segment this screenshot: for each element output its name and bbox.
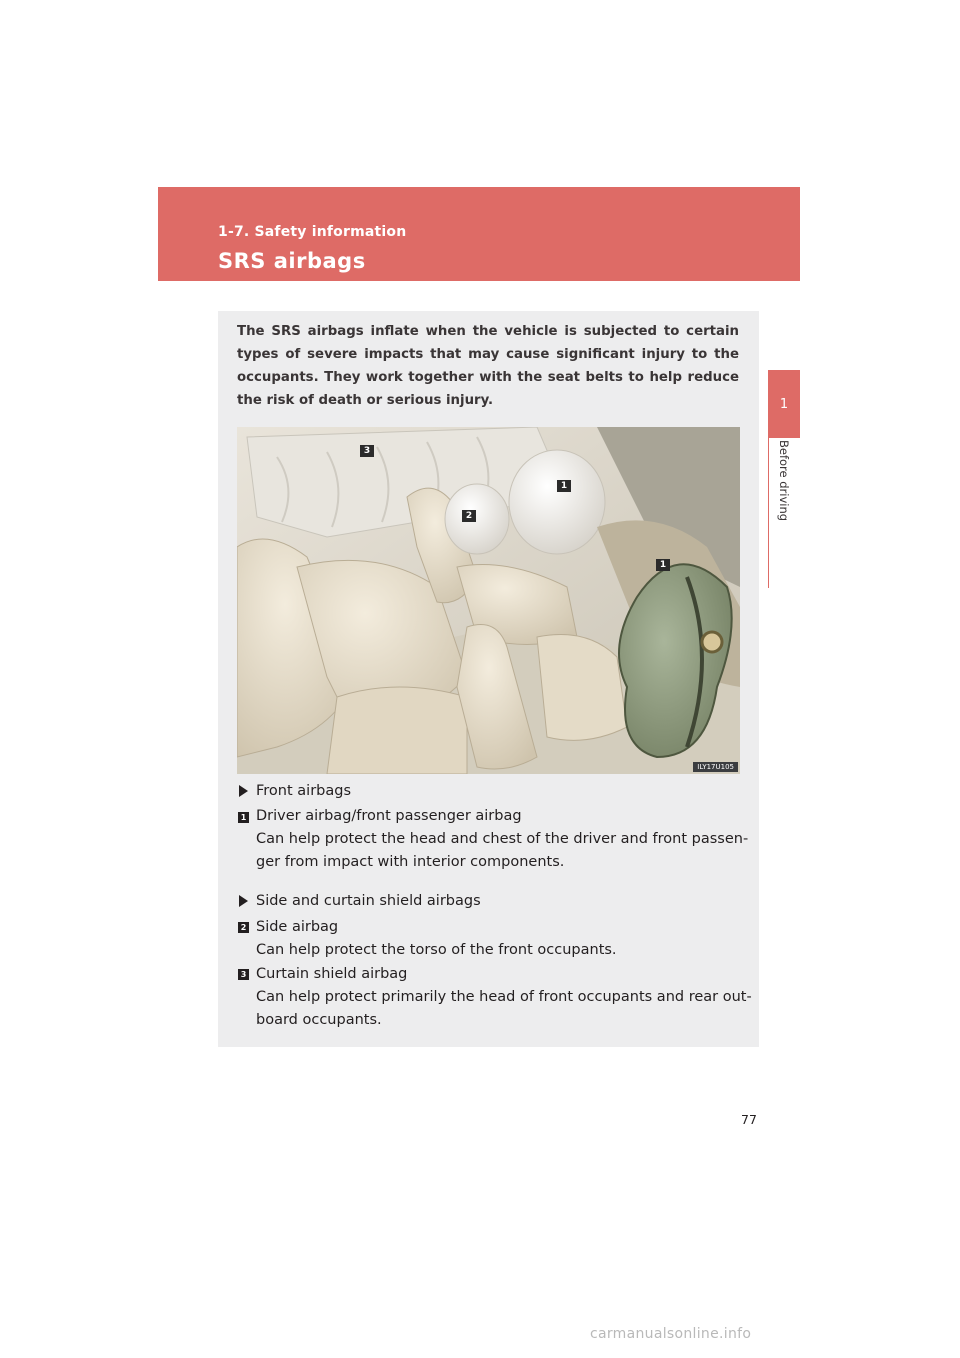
- item-number: 2: [240, 923, 247, 932]
- item-name-side: Side airbag: [256, 919, 339, 935]
- item-number-box: [238, 812, 249, 823]
- item-number: 1: [240, 813, 247, 822]
- item-number-box: [238, 969, 249, 980]
- chapter-number: 1: [779, 396, 789, 412]
- item-desc-front-1: Can help protect the head and chest of the driver and front passen-: [256, 831, 749, 847]
- watermark: carmanualsonline.info: [590, 1326, 752, 1342]
- item-name-front: Driver airbag/front passenger airbag: [256, 808, 522, 824]
- arrow-bullet-icon: [239, 785, 248, 797]
- item-desc-front-2: ger from impact with interior components.: [256, 854, 565, 870]
- item-desc-curtain-2: board occupants.: [256, 1012, 382, 1028]
- item-number: 3: [240, 970, 247, 979]
- chapter-tab[interactable]: [768, 370, 800, 438]
- item-number-box: [238, 922, 249, 933]
- figure-code: ILY17U105: [693, 762, 738, 772]
- callout-2: 2: [462, 510, 476, 522]
- callout-3: 3: [360, 445, 374, 457]
- callout-1-driver: 1: [656, 559, 670, 571]
- group-heading-front: Front airbags: [256, 783, 352, 799]
- chapter-tab-divider: [768, 438, 769, 588]
- page-number: 77: [741, 1112, 757, 1127]
- arrow-bullet-icon: [239, 895, 248, 907]
- group-heading-side: Side and curtain shield airbags: [256, 893, 481, 909]
- item-name-curtain: Curtain shield airbag: [256, 966, 408, 982]
- callout-1-passenger: 1: [557, 480, 571, 492]
- item-desc-curtain-1: Can help protect primarily the head of front occupants and rear out-: [256, 989, 752, 1005]
- intro-paragraph: The SRS airbags inflate when the vehicle is subjected to certain types of severe impacts that may cause significant injury to the occupants. They work together with the seat belts to help reduce the risk of death or serious injury.: [237, 324, 739, 408]
- page-title: SRS airbags: [218, 249, 366, 273]
- item-desc-side-1: Can help protect the torso of the front occupants.: [256, 942, 617, 958]
- airbag-illustration: [237, 427, 740, 774]
- vehicle-interior-drawing: [237, 427, 740, 774]
- chapter-label: Before driving: [777, 440, 791, 522]
- section-label: 1-7. Safety information: [218, 224, 407, 240]
